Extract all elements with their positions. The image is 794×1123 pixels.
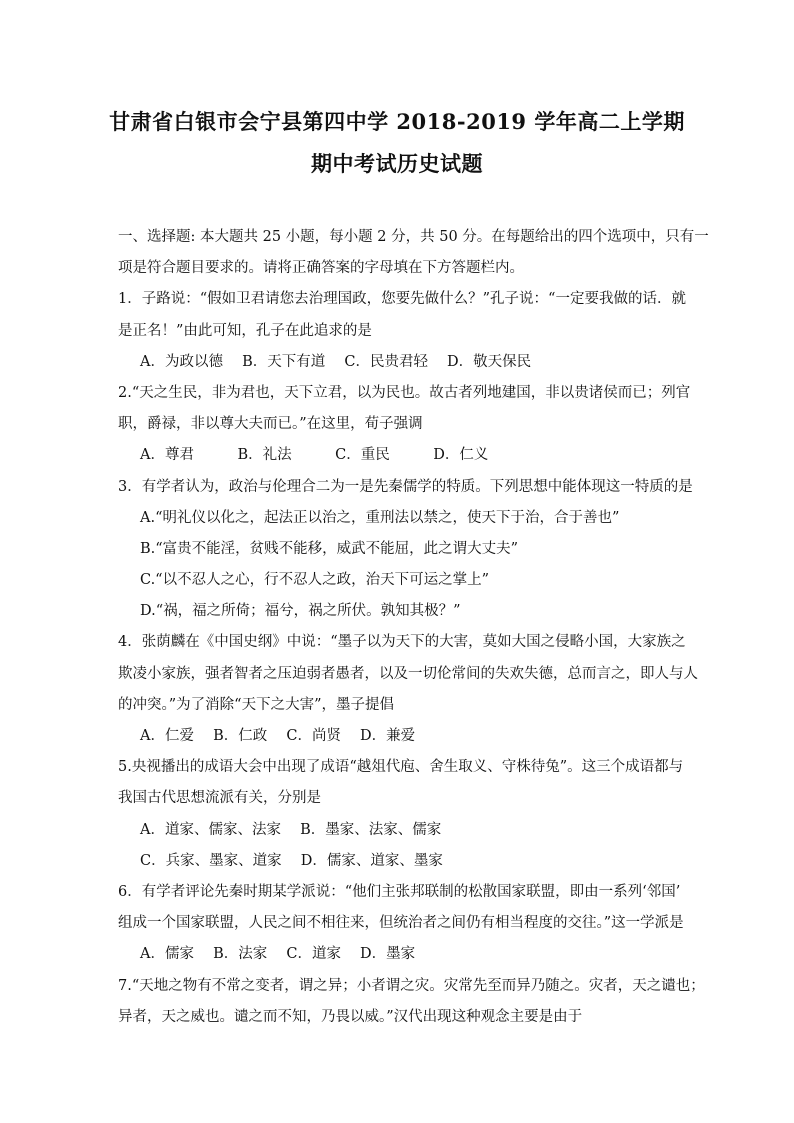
section-intro-line: 一、选择题: 本大题共 25 小题，每小题 2 分，共 50 分。在每题给出的四个选项中，只有一	[118, 229, 709, 245]
question-4-stem: 4．张荫麟在《中国史纲》中说：“墨子以为天下的大害，莫如大国之侵略小国，大家族之	[118, 634, 686, 651]
exam-title-line2: 期中考试历史试题	[311, 151, 483, 176]
question-5-options: A．道家、儒家、法家 B．墨家、法家、儒家	[140, 821, 442, 838]
question-3-option-b: B.“富贵不能淫，贫贱不能移，威武不能屈，此之谓大丈夫”	[140, 540, 519, 557]
question-2-stem: 2.“天之生民，非为君也，天下立君，以为民也。故古者列地建国，非以贵诸侯而已；列官	[118, 384, 691, 401]
question-7-stem: 7.“天地之物有不常之变者，谓之异；小者谓之灾。灾常先至而异乃随之。灾者，天之谴也；	[118, 977, 705, 994]
question-4-options: A．仁爱 B．仁政 C．尚贤 D．兼爱	[140, 728, 416, 744]
question-6-options: A．儒家 B．法家 C．道家 D．墨家	[140, 946, 416, 963]
question-7-stem: 异者，天之威也。谴之而不知，乃畏以威。”汉代出现这种观念主要是由于	[118, 1008, 583, 1025]
question-1-stem: 是正名！”由此可知，孔子在此追求的是	[118, 322, 372, 339]
question-3-option-d: D.“祸，福之所倚；福兮，祸之所伏。孰知其极？”	[140, 603, 461, 620]
question-6-stem: 6．有学者评论先秦时期某学派说：“他们主张邦联制的松散国家联盟，即由一系列‘邻国’	[118, 883, 681, 900]
question-2-stem: 职，爵禄，非以尊大夫而已。”在这里，荀子强调	[118, 416, 423, 433]
question-6-stem: 组成一个国家联盟，人民之间不相往来，但统治者之间仍有相当程度的交往。”这一学派是	[118, 915, 684, 932]
question-5-stem: 5.央视播出的成语大会中出现了成语“越俎代庖、舍生取义、守株待兔”。这三个成语都与	[118, 759, 684, 776]
question-5-options: C．兵家、墨家、道家 D．儒家、道家、墨家	[140, 852, 443, 869]
exam-title-line1: 甘肃省白银市会宁县第四中学 2018-2019 学年高二上学期	[109, 109, 685, 134]
question-4-stem: 欺凌小家族，强者智者之压迫弱者愚者，以及一切伦常间的失欢失德，总而言之，即人与人	[118, 665, 698, 682]
question-4-stem: 的冲突。”为了消除“天下之大害”，墨子提倡	[118, 696, 394, 713]
question-3-option-a: A.“明礼仪以化之，起法正以治之，重刑法以禁之，使天下于治，合于善也”	[140, 509, 620, 526]
question-3-stem: 3．有学者认为，政治与伦理合二为一是先秦儒学的特质。下列思想中能体现这一特质的是	[118, 478, 693, 495]
question-1-stem: 1．子路说：“假如卫君请您去治理国政，您要先做什么？”孔子说：“一定要我做的话．就	[118, 291, 686, 308]
question-2-options: A．尊君 B．礼法 C．重民 D．仁义	[140, 447, 489, 464]
question-1-options: A．为政以德 B．天下有道 C．民贵君轻 D．敬天保民	[140, 353, 532, 370]
question-3-option-c: C.“以不忍人之心，行不忍人之政，治天下可运之掌上”	[140, 572, 490, 589]
question-5-stem: 我国古代思想流派有关，分别是	[118, 790, 321, 807]
section-intro-line: 项是符合题目要求的。请将正确答案的字母填在下方答题栏内。	[118, 260, 524, 277]
exam-content	[118, 222, 709, 1033]
